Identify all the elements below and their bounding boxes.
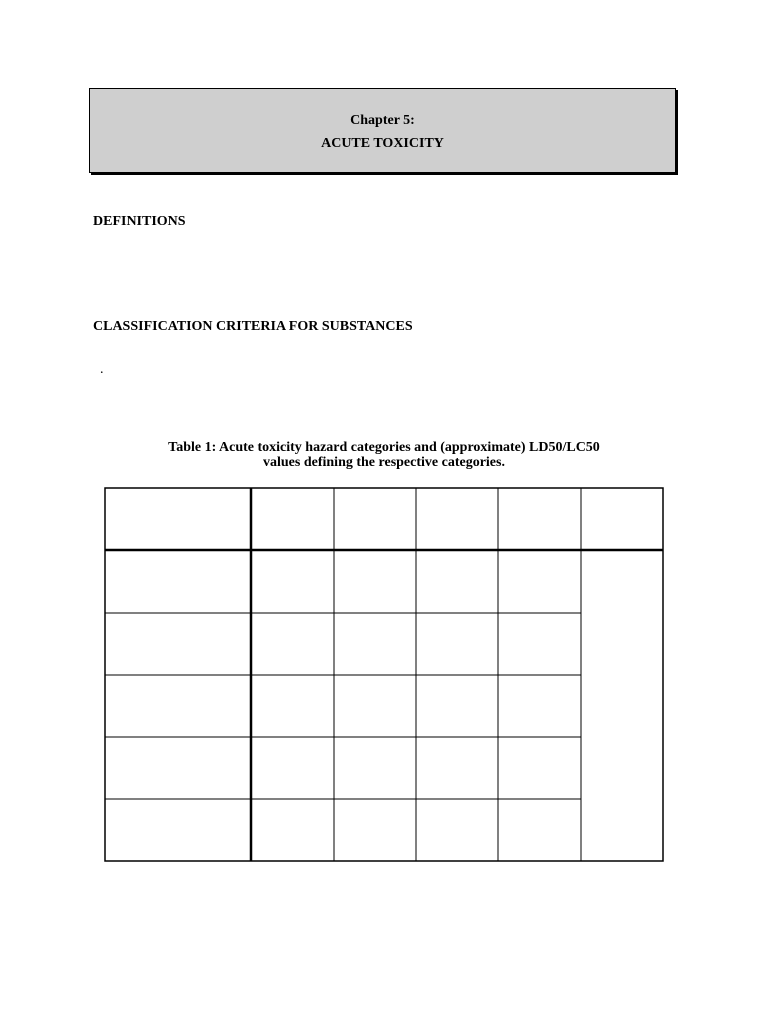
stray-period: . <box>100 362 104 377</box>
classification-criteria-heading: CLASSIFICATION CRITERIA FOR SUBSTANCES <box>93 319 413 334</box>
table-caption-line-2: values defining the respective categories. <box>263 455 505 470</box>
acute-toxicity-table <box>104 487 666 865</box>
chapter-header-box <box>89 88 676 173</box>
table-caption-line-1: Table 1: Acute toxicity hazard categories and (approximate) LD50/LC50 <box>168 440 600 455</box>
chapter-title: ACUTE TOXICITY <box>321 136 444 151</box>
definitions-heading: DEFINITIONS <box>93 214 186 229</box>
table-caption <box>100 440 668 470</box>
chapter-number: Chapter 5: <box>350 113 415 128</box>
